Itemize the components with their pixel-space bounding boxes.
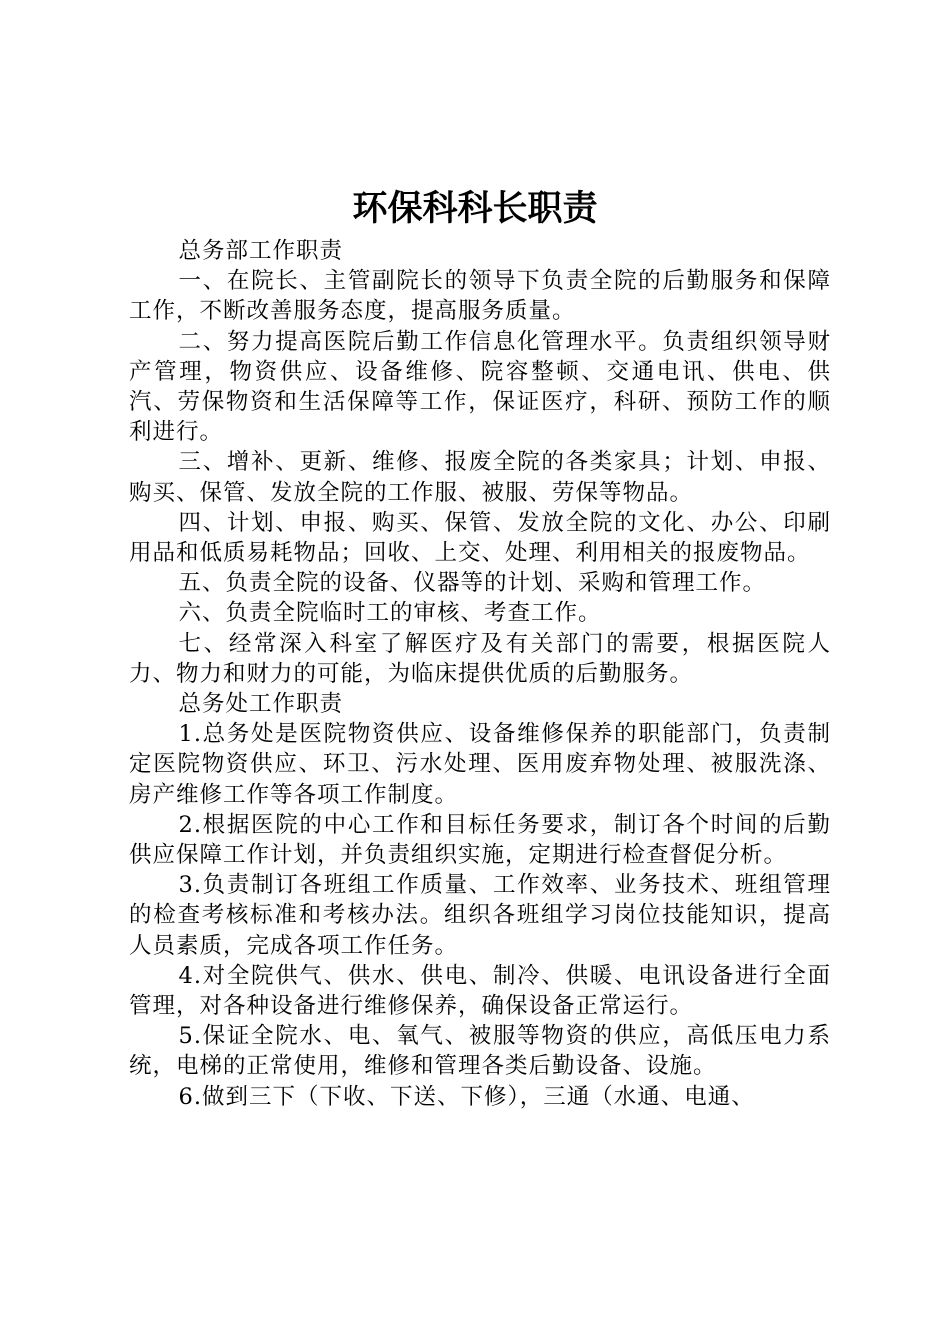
paragraph: 二、努力提高医院后勤工作信息化管理水平。负责组织领导财产管理，物资供应、设备维修、院容整顿、交通电讯、供电、供汽、劳保物资和生活保障等工作，保证医疗，科研、预防工作的顺利进行。	[129, 328, 831, 446]
paragraph: 一、在院长、主管副院长的领导下负责全院的后勤服务和保障工作，不断改善服务态度，提高服务质量。	[129, 268, 831, 325]
paragraph: 六、负责全院临时工的审核、考查工作。	[178, 600, 602, 627]
document-body	[129, 236, 831, 1112]
paragraph: 2.根据医院的中心工作和目标任务要求，制订各个时间的后勤供应保障工作计划，并负责组织实施，定期进行检查督促分析。	[129, 811, 831, 869]
paragraph: 3.负责制订各班组工作质量、工作效率、业务技术、班组管理的检查考核标准和考核办法。组织各班组学习岗位技能知识，提高人员素质，完成各项工作任务。	[129, 872, 831, 959]
paragraph: 1.总务处是医院物资供应、设备维修保养的职能部门，负责制定医院物资供应、环卫、污水处理、医用废弃物处理、被服洗涤、房产维修工作等各项工作制度。	[129, 721, 831, 808]
paragraph: 五、负责全院的设备、仪器等的计划、采购和管理工作。	[178, 570, 767, 597]
section-heading: 总务部工作职责	[178, 238, 344, 264]
paragraph: 5.保证全院水、电、氧气、被服等物资的供应，高低压电力系统，电梯的正常使用，维修和管理各类后勤设备、设施。	[129, 1023, 831, 1080]
paragraph: 6.做到三下（下收、下送、下修），三通（水通、电通、	[178, 1083, 755, 1110]
paragraph: 四、计划、申报、购买、保管、发放全院的文化、办公、印刷用品和低质易耗物品；回收、上交、处理、利用相关的报废物品。	[129, 509, 831, 567]
paragraph: 4.对全院供气、供水、供电、制冷、供暖、电讯设备进行全面管理，对各种设备进行维修保养，确保设备正常运行。	[129, 962, 831, 1020]
paragraph: 七、经常深入科室了解医疗及有关部门的需要，根据医院人力、物力和财力的可能，为临床提供优质的后勤服务。	[129, 630, 831, 687]
section-heading: 总务处工作职责	[178, 691, 344, 718]
paragraph: 三、增补、更新、维修、报废全院的各类家具；计划、申报、购买、保管、发放全院的工作服、被服、劳保等物品。	[129, 449, 831, 506]
document-title: 环保科科长职责	[352, 188, 598, 229]
